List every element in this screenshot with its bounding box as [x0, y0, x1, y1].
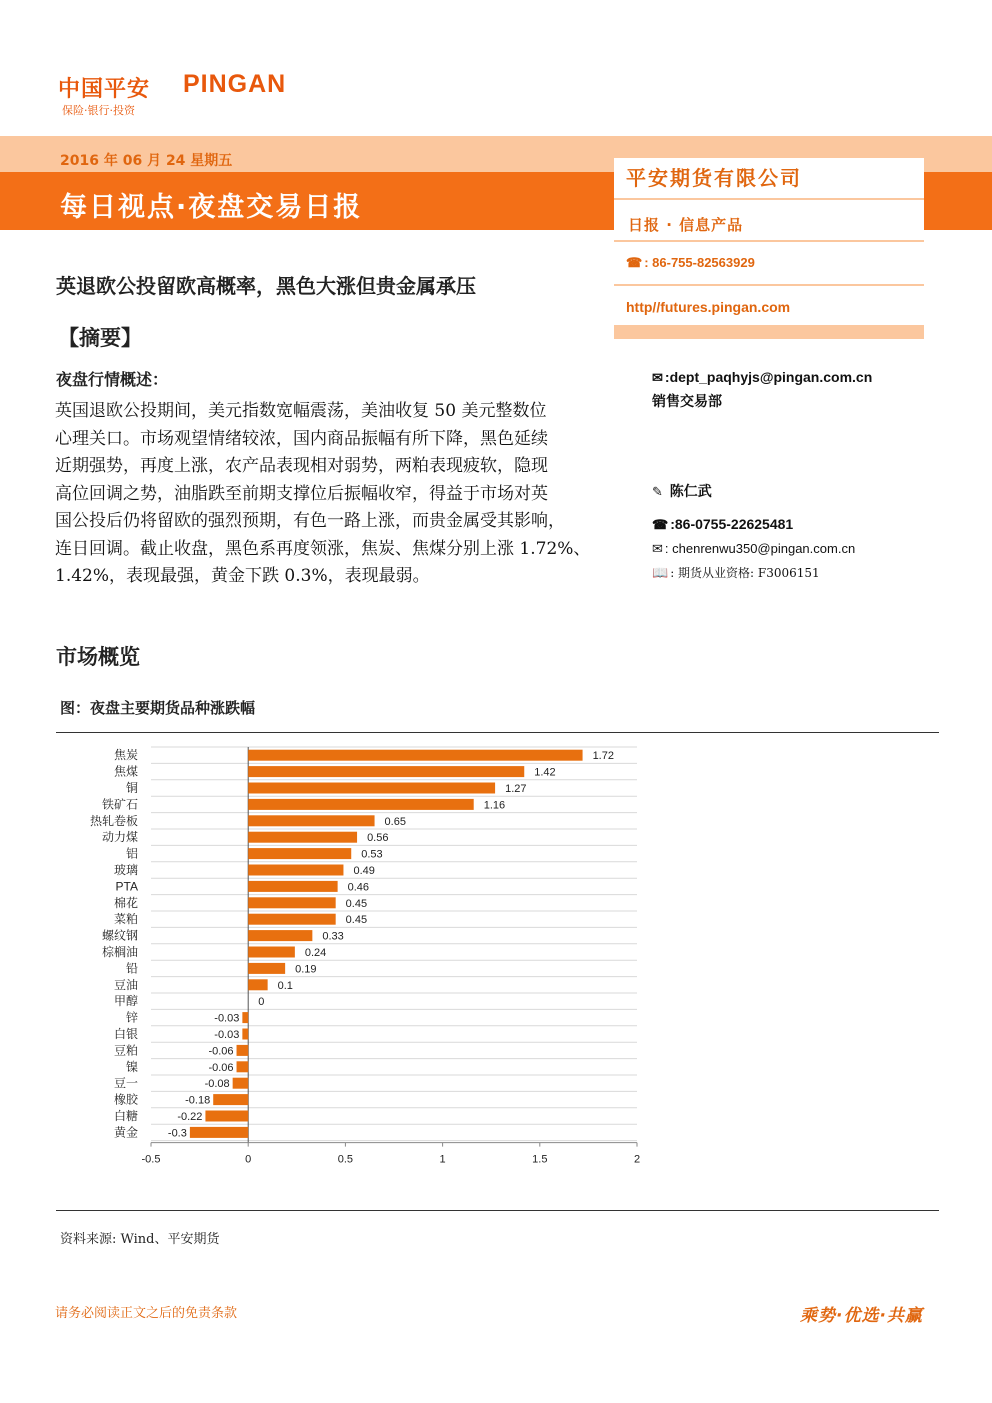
value-label: 0 [258, 996, 265, 1009]
analyst-email: chenrenwu350@pingan.com.cn [672, 541, 856, 556]
bar [237, 1061, 249, 1072]
body-line: 近期强势，再度上涨，农产品表现相对弱势，两粕表现疲软，隐现 [55, 456, 548, 476]
bar [248, 979, 267, 990]
figure-top-rule [56, 732, 939, 733]
category-label: 豆一 [113, 1076, 138, 1091]
value-label: -0.18 [185, 1094, 211, 1107]
x-tick-label: 0.5 [337, 1153, 354, 1166]
body-line: 国公投后仍将留欧的强烈预期，有色一路上涨，而贵金属受其影响， [55, 511, 565, 531]
value-label: 0.1 [277, 979, 293, 992]
value-label: 1.27 [505, 783, 527, 795]
market-title: 市场概览 [56, 645, 140, 669]
report-type: 日报 · 信息产品 [628, 216, 744, 234]
bar [190, 1127, 248, 1138]
value-label: 0.56 [367, 832, 389, 845]
bar [248, 783, 495, 794]
figure-bottom-rule [56, 1210, 939, 1211]
data-source: 资料来源: Wind、平安期货 [60, 1232, 220, 1247]
x-tick-label: 1 [439, 1153, 446, 1166]
bar [242, 1029, 248, 1040]
headline: 英退欧公投留欧高概率，黑色大涨但贵金属承压 [56, 274, 476, 298]
value-label: 1.72 [592, 750, 614, 763]
logo-tagline: 保险·银行·投资 [62, 104, 135, 117]
value-label: 0.49 [353, 865, 375, 877]
category-label: 铅 [125, 961, 138, 976]
value-label: 0.24 [304, 947, 327, 959]
section-subhead: 夜盘行情概述： [56, 370, 169, 389]
book-icon: 📖 [652, 566, 669, 581]
futures-change-chart [0, 740, 992, 1180]
body-line: 连日回调。截止收盘，黑色系再度领涨，焦炭、焦煤分别上涨 1.72%、 [55, 538, 591, 559]
category-label: 动力煤 [101, 830, 138, 845]
category-label: 热轧卷板 [89, 813, 138, 828]
category-label: 豆粕 [113, 1043, 138, 1058]
analyst-phone: 86-0755-22625481 [674, 516, 794, 532]
category-label: 焦煤 [113, 764, 138, 779]
figure-title: 图：夜盘主要期货品种涨跌幅 [60, 699, 256, 717]
value-label: -0.06 [208, 1061, 234, 1074]
bar [205, 1111, 248, 1122]
value-label: -0.08 [204, 1078, 230, 1091]
dept-name: 销售交易部 [652, 394, 722, 410]
slogan: 乘势·优选·共赢 [800, 1306, 923, 1326]
bar [248, 815, 374, 826]
bar [248, 897, 335, 908]
panel-divider [614, 156, 924, 158]
bar [248, 799, 474, 810]
bar [237, 1045, 249, 1056]
category-label: 甲醇 [113, 994, 138, 1009]
value-label: -0.03 [214, 1012, 240, 1025]
company-phone: ☎ : 86-755-82563929 [626, 255, 755, 270]
bar [248, 881, 337, 892]
qualification-row: 📖 : 期货从业资格: F3006151 [652, 566, 820, 581]
company-website-link[interactable]: http//futures.pingan.com [626, 299, 791, 315]
company-name: 平安期货有限公司 [626, 166, 802, 190]
analyst-phone-row: ☎ :86-0755-22625481 [652, 516, 794, 532]
analyst-email-link[interactable]: ✉ : chenrenwu350@pingan.com.cn [652, 541, 856, 556]
body-line: 高位回调之势，油脂跌至前期支撑位后振幅收窄，得益于市场对英 [55, 483, 548, 504]
value-label: 1.16 [483, 799, 506, 812]
x-tick-label: -0.5 [141, 1153, 161, 1166]
mail-icon: ✉ [652, 370, 663, 385]
value-label: 0.53 [361, 848, 383, 861]
category-label: 菜粕 [113, 912, 138, 927]
bar [248, 865, 343, 876]
bar [233, 1078, 249, 1089]
value-label: -0.03 [214, 1029, 240, 1041]
value-label: -0.3 [167, 1127, 187, 1140]
panel-bottom-band [614, 325, 924, 339]
value-label: 0.45 [345, 897, 368, 910]
phone-icon: ☎ [652, 517, 669, 532]
bar [248, 750, 582, 761]
panel-divider [614, 198, 924, 200]
panel-divider [614, 240, 924, 242]
bar [248, 848, 351, 859]
report-date: 2016 年 06 月 24 星期五 [60, 153, 233, 169]
category-label: 棕榈油 [101, 945, 138, 959]
dept-email-link[interactable]: ✉ :dept_paqhyjs@pingan.com.cn [652, 369, 873, 385]
company-phone-number: 86-755-82563929 [652, 255, 755, 270]
phone-icon: ☎ [626, 255, 643, 270]
bar [248, 832, 357, 843]
bar [248, 766, 524, 777]
article-body [55, 398, 630, 591]
value-label: 0.46 [347, 881, 370, 894]
body-line: 英国退欧公投期间，美元指数宽幅震荡，美油收复 50 美元整数位 [55, 401, 547, 421]
bar [248, 963, 285, 974]
bar [242, 1012, 248, 1023]
category-label: 焦炭 [113, 748, 138, 763]
bar [213, 1094, 248, 1105]
body-line: 1.42%，表现最强，黄金下跌 0.3%，表现最弱。 [55, 566, 430, 586]
bar [248, 930, 312, 941]
mail-icon: ✉ [652, 541, 663, 556]
logo-chinese: 中国平安 [58, 77, 151, 102]
category-label: 棉花 [113, 895, 138, 910]
x-tick-label: 1.5 [532, 1153, 548, 1166]
category-label: 铜 [125, 781, 138, 795]
bar [248, 947, 295, 958]
value-label: 1.42 [534, 766, 556, 779]
category-label: 镍 [125, 1059, 138, 1074]
value-label: 0.45 [345, 914, 368, 927]
x-tick-label: 0 [245, 1153, 252, 1166]
bar [248, 914, 335, 925]
body-line: 心理关口。市场观望情绪较浓，国内商品振幅有所下降，黑色延续 [55, 428, 548, 449]
category-label: 铝 [125, 846, 138, 861]
value-label: 0.19 [295, 963, 317, 976]
category-label: 螺纹钢 [101, 928, 138, 943]
qualification: 期货从业资格: F3006151 [678, 566, 820, 580]
value-label: -0.06 [208, 1045, 234, 1058]
value-label: -0.22 [177, 1111, 203, 1123]
pen-icon: ✎ [652, 485, 663, 500]
category-label: 玻璃 [113, 863, 138, 877]
category-label: 黄金 [113, 1125, 138, 1140]
category-label: 豆油 [113, 977, 138, 992]
category-label: 白银 [113, 1027, 138, 1041]
category-label: PTA [115, 879, 138, 894]
value-label: 0.33 [322, 930, 344, 943]
panel-divider [614, 284, 924, 286]
category-label: 橡胶 [113, 1092, 138, 1107]
banner-title: 每日视点·夜盘交易日报 [60, 192, 363, 223]
category-label: 锌 [125, 1010, 138, 1025]
value-label: 0.65 [384, 815, 406, 828]
category-label: 白糖 [113, 1109, 138, 1123]
x-tick-label: 2 [633, 1153, 641, 1166]
analyst-name-row [652, 481, 712, 501]
category-label: 铁矿石 [101, 797, 138, 812]
analyst-name: 陈仁武 [669, 484, 712, 500]
logo-english: PINGAN [183, 70, 287, 98]
dept-email: dept_paqhyjs@pingan.com.cn [669, 369, 873, 385]
abstract-label: 【摘要】 [58, 326, 142, 350]
disclaimer-link[interactable]: 请务必阅读正文之后的免责条款 [55, 1306, 238, 1321]
